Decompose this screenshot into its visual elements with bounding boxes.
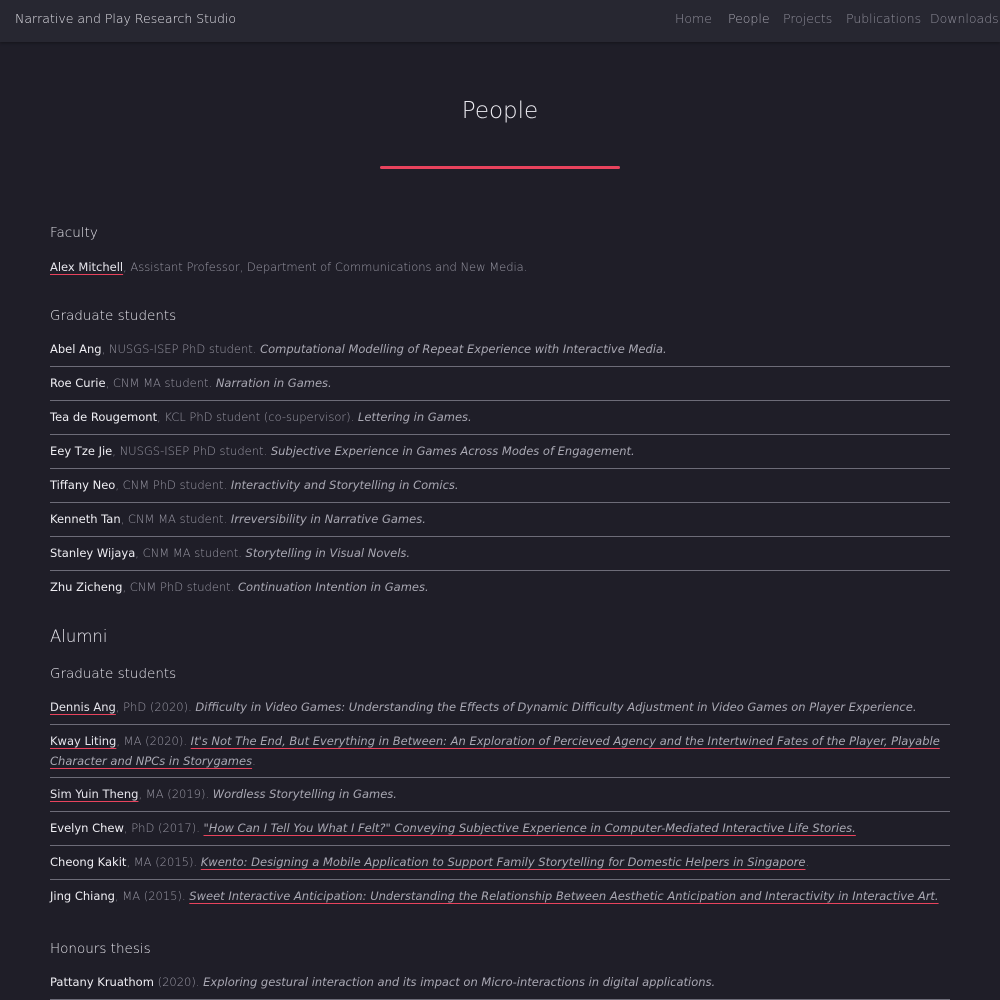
faculty-heading: Faculty — [50, 225, 98, 241]
thesis-link[interactable]: It's Not The End, But Everything in Between: An Exploration of Percieved Agency and the Intertwined Fates of the Player, Playable Character and NPCs in Storygames — [50, 734, 940, 768]
person-name: Pattany Kruathom — [50, 975, 154, 989]
brand-link[interactable]: Narrative and Play Research Studio — [15, 11, 237, 26]
thesis-title: Interactivity and Storytelling in Comics. — [230, 478, 459, 492]
person-name: Tea de Rougemont — [50, 410, 158, 424]
person-name: Stanley Wijaya — [50, 546, 136, 560]
page-title: People — [461, 98, 539, 124]
thesis-title: Narration in Games. — [215, 376, 332, 390]
list-item — [50, 691, 950, 725]
list-item — [50, 469, 950, 503]
person-info: , MA (2020). — [116, 734, 191, 748]
list-item — [50, 725, 950, 778]
person-name: Evelyn Chew — [50, 821, 124, 835]
person-info: , MA (2019). — [138, 787, 213, 801]
thesis-title: Lettering in Games. — [357, 410, 472, 424]
nav-downloads[interactable]: Downloads — [930, 11, 999, 26]
list-item — [50, 812, 950, 846]
person-name: Roe Curie — [50, 376, 106, 390]
thesis-tail: . — [805, 855, 810, 869]
person-name-link[interactable]: Kway Liting — [50, 734, 117, 748]
list-item — [50, 435, 950, 469]
honours-list — [50, 966, 950, 1000]
thesis-link[interactable]: "How Can I Tell You What I Felt?" Conveying Subjective Experience in Computer-Mediated Interactive Life Stories. — [203, 821, 856, 835]
honours-heading: Honours thesis — [50, 941, 151, 957]
alumni-heading: Alumni — [50, 627, 108, 646]
thesis-title: Difficulty in Video Games: Understanding the Effects of Dynamic Difficulty Adjustment in Video Games on Player Experience. — [195, 700, 917, 714]
nav-home[interactable]: Home — [675, 11, 712, 26]
thesis-tail: . — [252, 754, 256, 768]
thesis-title: Computational Modelling of Repeat Experience with Interactive Media. — [260, 342, 667, 356]
list-item — [50, 778, 950, 812]
person-info: , NUSGS-ISEP PhD student. — [112, 444, 271, 458]
faculty-entry — [50, 257, 950, 277]
list-item — [50, 537, 950, 571]
thesis-title: Wordless Storytelling in Games. — [212, 787, 397, 801]
thesis-title: Continuation Intention in Games. — [238, 580, 429, 594]
thesis-title: Exploring gestural interaction and its impact on Micro-interactions in digital applications. — [203, 975, 716, 989]
thesis-title: Storytelling in Visual Novels. — [245, 546, 411, 560]
person-name: Abel Ang — [50, 342, 102, 356]
thesis-link[interactable]: Sweet Interactive Anticipation: Understanding the Relationship Between Aesthetic Anticipation and Interactivity in Interactive Art. — [189, 889, 939, 903]
person-info: , CNM MA student. — [105, 376, 216, 390]
person-name: Kenneth Tan — [50, 512, 121, 526]
list-item — [50, 503, 950, 537]
list-item — [50, 367, 950, 401]
person-name-link[interactable]: Sim Yuin Theng — [50, 787, 139, 801]
person-info: , MA (2015). — [126, 855, 201, 869]
person-name: Tiffany Neo — [50, 478, 116, 492]
people-content — [50, 223, 950, 1000]
person-info: , MA (2015). — [114, 889, 190, 903]
top-navbar — [0, 0, 1000, 42]
faculty-name-link[interactable]: Alex Mitchell — [50, 260, 124, 274]
list-item — [50, 846, 950, 880]
graduate-list — [50, 333, 950, 604]
person-info: , CNM PhD student. — [115, 478, 231, 492]
thesis-title: Subjective Experience in Games Across Modes of Engagement. — [270, 444, 635, 458]
person-name-link[interactable]: Dennis Ang — [50, 700, 116, 714]
list-item — [50, 880, 950, 913]
person-info: (2020). — [153, 975, 204, 989]
person-name: Eey Tze Jie — [50, 444, 113, 458]
nav-people[interactable]: People — [728, 11, 770, 26]
person-info: , KCL PhD student (co-supervisor). — [157, 410, 358, 424]
list-item — [50, 571, 950, 604]
person-name: Jing Chiang — [50, 889, 115, 903]
graduate-heading: Graduate students — [50, 308, 177, 324]
thesis-link[interactable]: Kwento: Designing a Mobile Application to Support Family Storytelling for Domestic Helpers in Singapore — [200, 855, 806, 869]
person-info: , CNM PhD student. — [122, 580, 238, 594]
nav-projects[interactable]: Projects — [783, 11, 833, 26]
person-info: , CNM MA student. — [120, 512, 231, 526]
person-info: , PhD (2020). — [115, 700, 196, 714]
person-info: , PhD (2017). — [123, 821, 204, 835]
faculty-role: , Assistant Professor, Department of Communications and New Media. — [123, 260, 528, 274]
list-item — [50, 966, 950, 1000]
list-item — [50, 401, 950, 435]
person-info: , CNM MA student. — [135, 546, 246, 560]
alumni-graduate-heading: Graduate students — [50, 666, 177, 682]
person-info: , NUSGS-ISEP PhD student. — [101, 342, 261, 356]
person-name: Zhu Zicheng — [50, 580, 123, 594]
thesis-title: Irreversibility in Narrative Games. — [230, 512, 426, 526]
person-name: Cheong Kakit — [50, 855, 127, 869]
list-item — [50, 333, 950, 367]
alumni-list — [50, 691, 950, 913]
title-underline — [380, 166, 620, 169]
nav-publications[interactable]: Publications — [846, 11, 922, 26]
